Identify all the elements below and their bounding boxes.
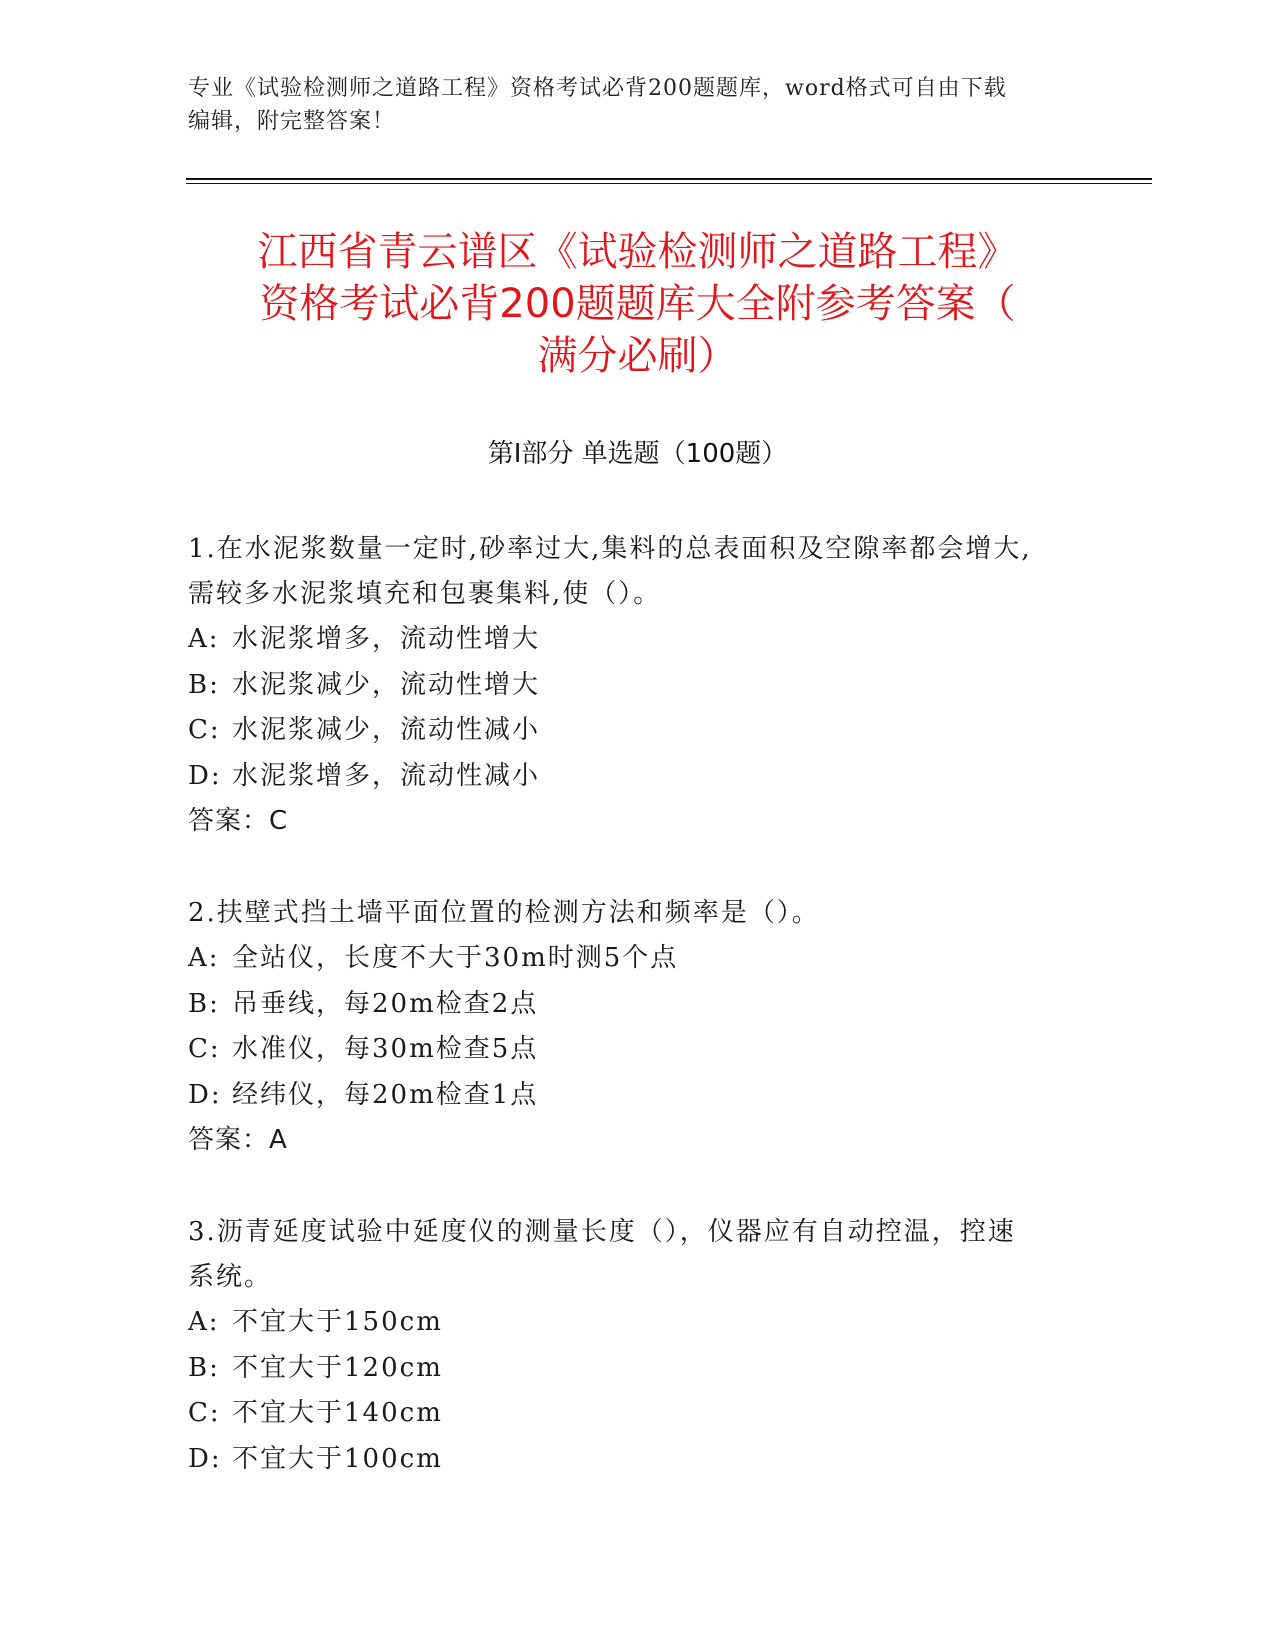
option-text: 水泥浆减少，流动性增大 (232, 669, 541, 700)
option-d (188, 754, 1088, 800)
title-line-1: 江西省青云谱区《试验检测师之道路工程》 (257, 229, 1018, 275)
option-text: 吊垂线，每20m检查2点 (232, 988, 539, 1019)
option-text: 水准仪，每30m检查5点 (232, 1034, 539, 1064)
option-text: 水泥浆增多，流动性减小 (232, 760, 541, 791)
option-letter: D: (188, 1079, 222, 1110)
question-2 (188, 891, 1088, 1163)
section-heading: 第I部分 单选题（100题） (487, 439, 788, 469)
question-list (188, 527, 1088, 1529)
option-letter: B: (188, 988, 220, 1019)
option-letter: A: (188, 943, 220, 973)
question-stem (188, 527, 1088, 617)
question-stem-line: 系统。 (188, 1262, 273, 1292)
title-line-3: 满分必刷） (537, 333, 738, 379)
option-text: 全站仪，长度不大于30m时测5个点 (232, 943, 679, 973)
header-rule-thin (186, 183, 1152, 184)
question-stem (188, 1210, 1088, 1300)
option-letter: C: (188, 1034, 221, 1064)
title-line-2: 资格考试必背200题题库大全附参考答案（ (259, 281, 1016, 327)
option-a (188, 617, 1088, 663)
option-c (188, 1391, 1088, 1437)
option-letter: B: (188, 1352, 220, 1383)
question-stem-line: 3.沥青延度试验中延度仪的测量长度（），仪器应有自动控温，控速 (188, 1217, 1016, 1247)
option-text: 不宜大于100cm (232, 1443, 443, 1474)
option-c (188, 708, 1088, 754)
option-b (188, 663, 1088, 709)
header-note-line-1: 专业《试验检测师之道路工程》资格考试必背200题题库，word格式可自由下载 (188, 76, 1007, 101)
question-1 (188, 527, 1088, 844)
option-letter: C: (188, 715, 221, 745)
option-b (188, 982, 1088, 1028)
option-letter: A: (188, 1307, 220, 1337)
answer-line: 答案：A (188, 1125, 288, 1155)
option-d (188, 1437, 1088, 1483)
option-c (188, 1027, 1088, 1073)
question-stem-line: 需较多水泥浆填充和包裹集料,使（）。 (188, 579, 662, 609)
question-stem (188, 891, 1088, 936)
option-text: 不宜大于120cm (232, 1352, 443, 1383)
answer-line: 答案：C (188, 806, 289, 836)
option-letter: D: (188, 760, 222, 791)
question-3 (188, 1210, 1088, 1482)
option-letter: A: (188, 624, 220, 654)
option-text: 不宜大于140cm (232, 1398, 443, 1428)
question-stem-line: 1.在水泥浆数量一定时,砂率过大,集料的总表面积及空隙率都会增大, (188, 534, 1032, 564)
document-title (160, 226, 1115, 382)
option-text: 经纬仪，每20m检查1点 (232, 1079, 539, 1110)
option-text: 水泥浆减少，流动性减小 (232, 715, 541, 745)
header-note-line-2: 编辑，附完整答案！ (188, 109, 396, 134)
question-stem-line: 2.扶壁式挡土墙平面位置的检测方法和频率是（）。 (188, 898, 820, 928)
option-text: 水泥浆增多，流动性增大 (232, 624, 541, 654)
option-letter: C: (188, 1398, 221, 1428)
option-a (188, 936, 1088, 982)
option-letter: D: (188, 1443, 222, 1474)
header-rule-thick (186, 178, 1152, 180)
option-letter: B: (188, 669, 220, 700)
option-a (188, 1300, 1088, 1346)
option-text: 不宜大于150cm (232, 1307, 443, 1337)
header-note (188, 72, 1088, 138)
option-b (188, 1346, 1088, 1392)
option-d (188, 1073, 1088, 1119)
